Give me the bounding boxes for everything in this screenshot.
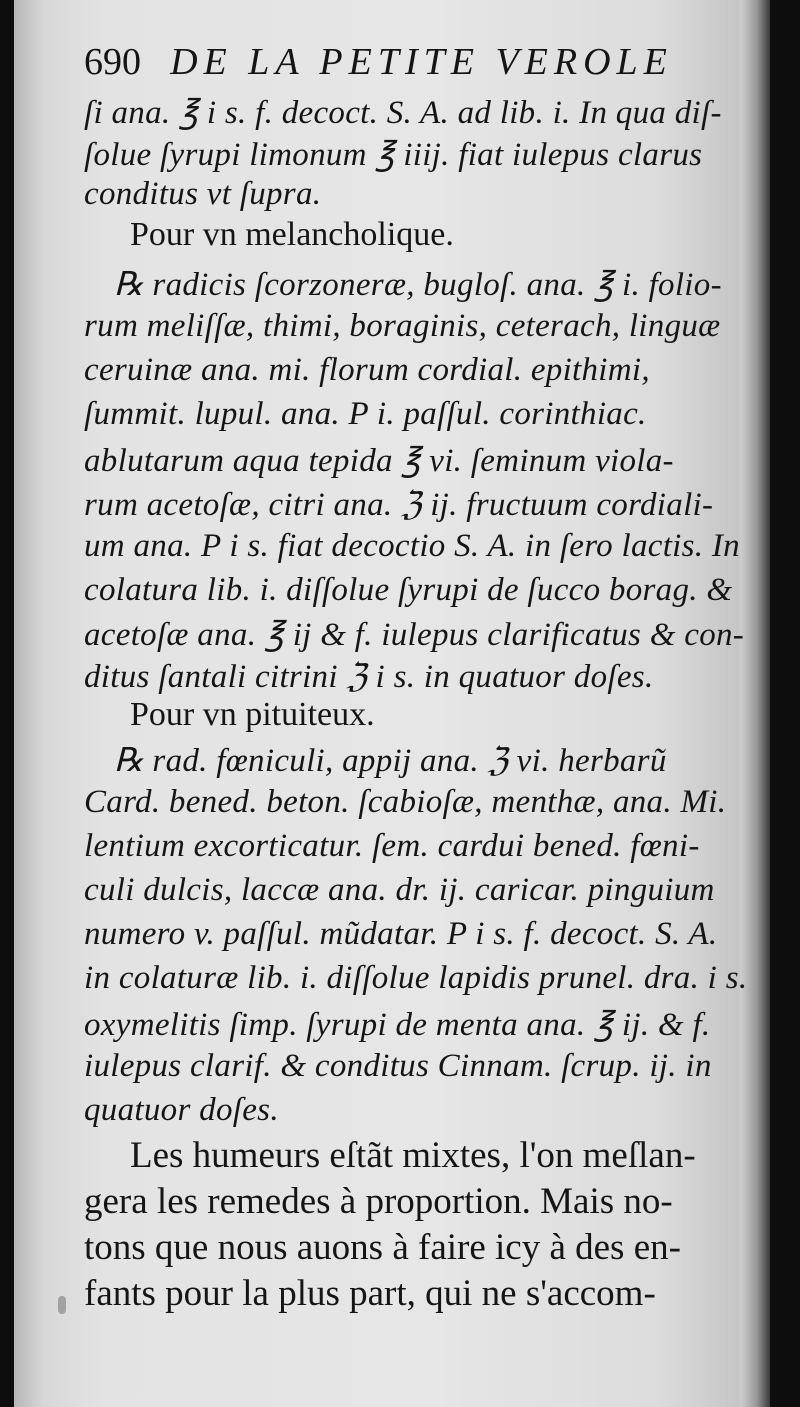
section-heading-pituiteux: Pour vn pituiteux. <box>130 696 375 733</box>
text-line: colatura lib. i. diſſolue ſyrupi de ſucco borag. & <box>84 572 733 608</box>
text-line: ſolue ſyrupi limonum ℥ iiij. fiat iulepus clarus <box>84 137 703 173</box>
page-edge-shadow <box>740 0 770 1407</box>
text-line: gera les remedes à proportion. Mais no- <box>84 1181 673 1222</box>
ink-blot <box>58 1296 66 1314</box>
text-line: rum meliſſæ, thimi, boraginis, ceterach, linguæ <box>84 308 721 344</box>
text-line: culi dulcis, laccæ ana. dr. ij. caricar. pinguium <box>84 872 715 908</box>
text-line: iulepus clarif. & conditus Cinnam. ſcrup. ij. in <box>84 1048 712 1084</box>
page-number: 690 <box>84 41 141 83</box>
text-line: lentium excorticatur. ſem. cardui bened. fœni- <box>84 828 700 864</box>
text-line: fants pour la plus part, qui ne s'accom- <box>84 1273 656 1314</box>
text-line: in colaturæ lib. i. diſſolue lapidis prunel. dra. i s. <box>84 960 748 996</box>
text-line: rum acetoſæ, citri ana. ℨ ij. fructuum cordiali- <box>84 487 714 523</box>
text-line: ℞ rad. fœniculi, appij ana. ℨ vi. herbarũ <box>114 743 667 779</box>
book-page <box>14 0 770 1407</box>
text-line: ablutarum aqua tepida ℥ vi. ſeminum viola- <box>84 443 674 479</box>
page-header <box>84 40 764 90</box>
text-line: ℞ radicis ſcorzoneræ, bugloſ. ana. ℥ i. folio- <box>114 267 722 303</box>
text-line: conditus vt ſupra. <box>84 176 322 212</box>
text-line: quatuor doſes. <box>84 1092 279 1128</box>
text-line: ſummit. lupul. ana. P i. paſſul. corinthiac. <box>84 396 647 432</box>
text-line: Card. bened. beton. ſcabioſæ, menthæ, ana. Mi. <box>84 784 727 820</box>
text-line: oxymelitis ſimp. ſyrupi de menta ana. ℥ ij. & f. <box>84 1007 711 1043</box>
text-line: numero v. paſſul. mũdatar. P i s. f. decoct. S. A. <box>84 916 718 952</box>
text-line: ſi ana. ℥ i s. f. decoct. S. A. ad lib. i. In qua diſ- <box>84 95 722 131</box>
text-line: Les humeurs eſtãt mixtes, l'on meſlan- <box>130 1135 696 1176</box>
running-title: DE LA PETITE VEROLE <box>170 41 673 83</box>
text-line: acetoſæ ana. ℥ ij & f. iulepus clarificatus & con- <box>84 617 745 653</box>
text-line: um ana. P i s. fiat decoctio S. A. in ſero lactis. In <box>84 528 740 564</box>
text-line: ceruinæ ana. mi. florum cordial. epithimi, <box>84 352 650 388</box>
section-heading-melancholique: Pour vn melancholique. <box>130 216 454 253</box>
text-line: ditus ſantali citrini ℨ i s. in quatuor doſes. <box>84 659 654 695</box>
text-line: tons que nous auons à faire icy à des en- <box>84 1227 681 1268</box>
